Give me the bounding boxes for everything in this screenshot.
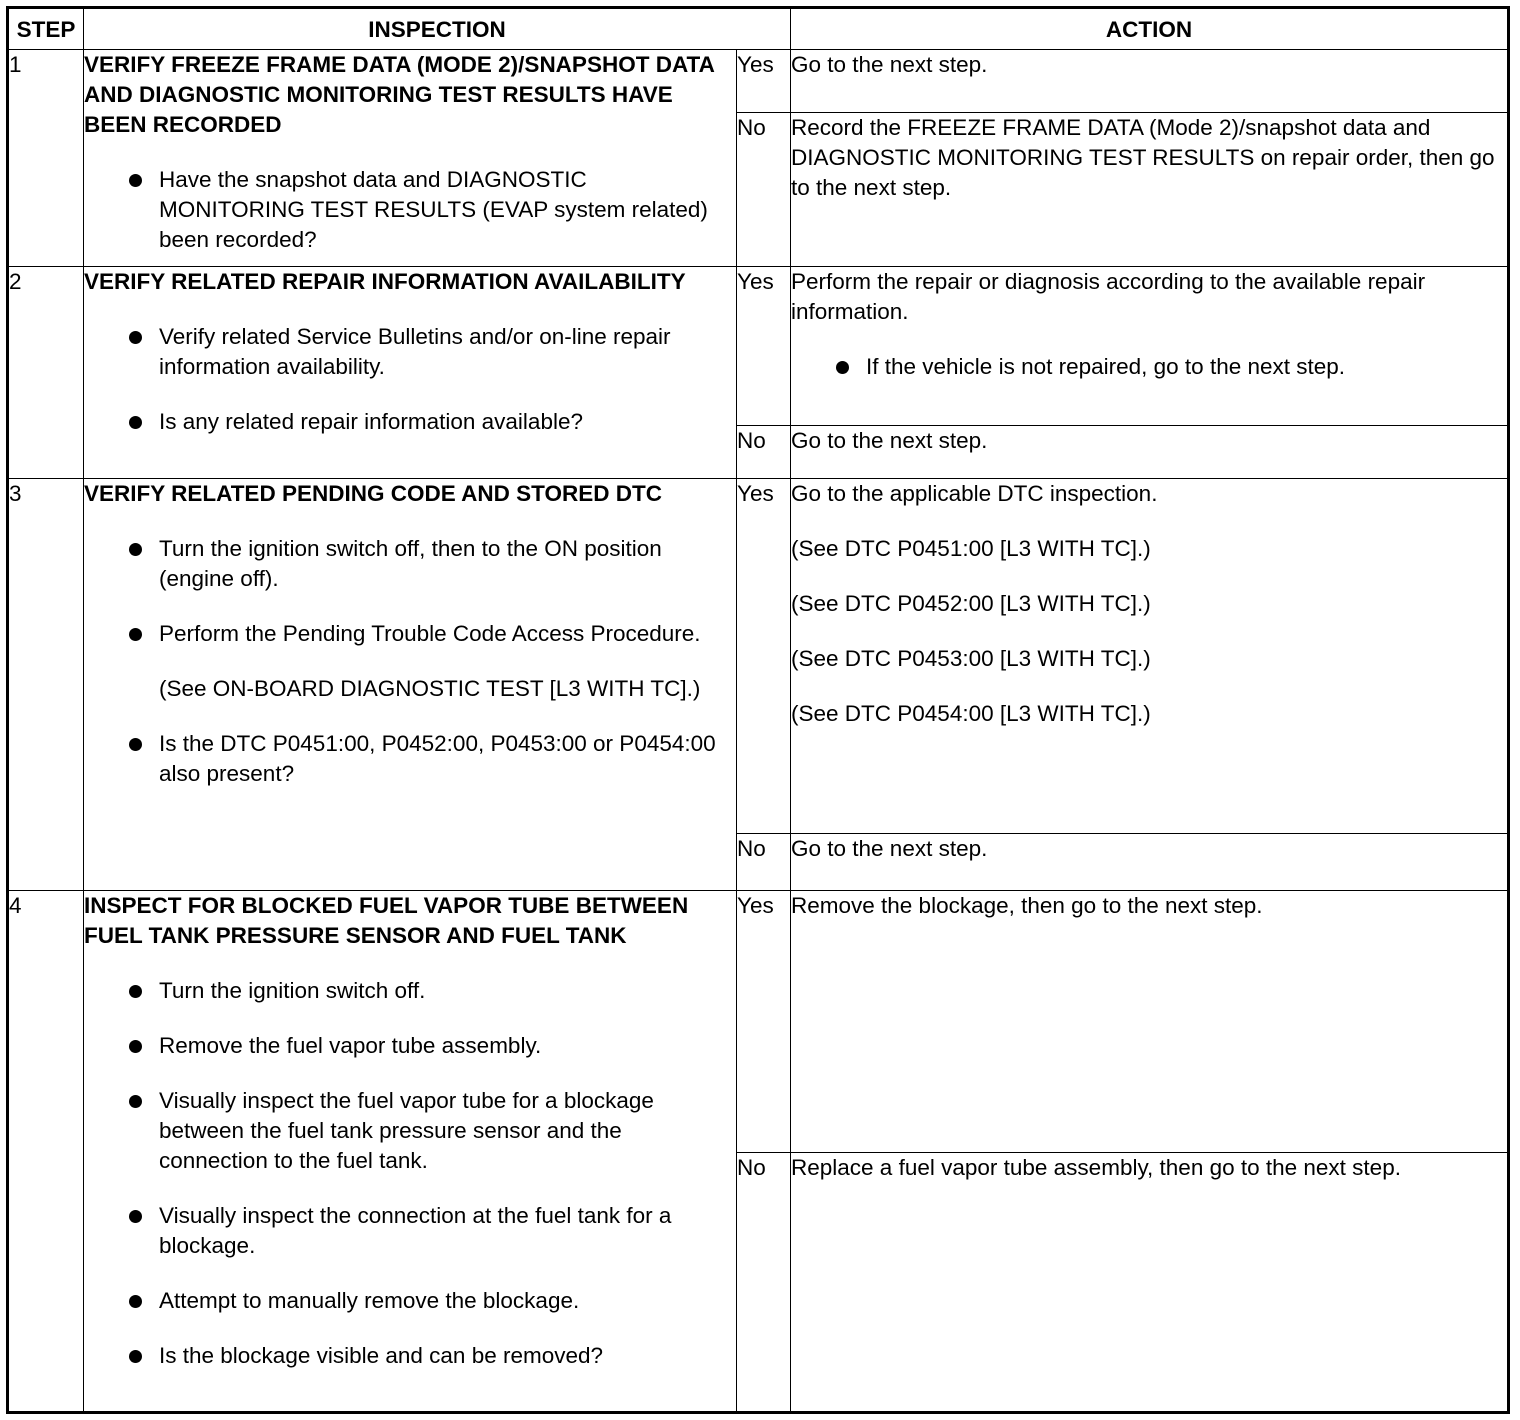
step-4-yes-label: Yes [737, 891, 791, 1153]
step-4-bullet-2: Remove the fuel vapor tube assembly. [84, 1031, 736, 1061]
step-2-bullet-1: Verify related Service Bulletins and/or on-line repair information availability. [84, 322, 736, 382]
step-2-no-action: Go to the next step. [791, 426, 1509, 479]
step-1-number: 1 [8, 50, 84, 267]
step-4-bullet-5: Attempt to manually remove the blockage. [84, 1286, 736, 1316]
step-3-yes-line-2: (See DTC P0451:00 [L3 WITH TC].) [791, 536, 1151, 561]
step-1-yes-label: Yes [737, 50, 791, 113]
step-1-yes-action: Go to the next step. [791, 50, 1509, 113]
step-2-bullet-list [84, 322, 736, 437]
step-2-yes-row [8, 267, 1509, 426]
step-2-yes-action: Perform the repair or diagnosis according to the available repair information. [791, 269, 1426, 324]
step-1-bullet-1: Have the snapshot data and DIAGNOSTIC MONITORING TEST RESULTS (EVAP system related) been recorded? [84, 165, 736, 255]
step-3-bullet-note: (See ON-BOARD DIAGNOSTIC TEST [L3 WITH TC].) [159, 676, 701, 701]
step-3-bullet-list [84, 534, 736, 789]
step-4-yes-action: Remove the blockage, then go to the next step. [791, 891, 1509, 1153]
step-4-yes-row [8, 891, 1509, 1153]
step-2-no-label: No [737, 426, 791, 479]
step-2-bullet-2: Is any related repair information available? [84, 407, 736, 437]
step-4-no-action: Replace a fuel vapor tube assembly, then go to the next step. [791, 1153, 1509, 1413]
step-3-title: VERIFY RELATED PENDING CODE AND STORED DTC [84, 481, 662, 506]
step-1-no-action: Record the FREEZE FRAME DATA (Mode 2)/snapshot data and DIAGNOSTIC MONITORING TEST RESULTS on repair order, then go to the next step. [791, 113, 1509, 267]
step-4-bullet-3: Visually inspect the fuel vapor tube for a blockage between the fuel tank pressure sensor and the connection to the fuel tank. [84, 1086, 736, 1176]
step-1-yes-row [8, 50, 1509, 113]
step-4-bullet-6: Is the blockage visible and can be removed? [84, 1341, 736, 1371]
step-2-yes-label: Yes [737, 267, 791, 426]
step-4-bullet-1: Turn the ignition switch off. [84, 976, 736, 1006]
step-3-yes-line-3: (See DTC P0452:00 [L3 WITH TC].) [791, 591, 1151, 616]
inspection-column-header: INSPECTION [84, 8, 791, 50]
step-3-yes-action-cell [791, 479, 1509, 834]
action-column-header: ACTION [791, 8, 1509, 50]
step-2-inspection [84, 267, 737, 479]
step-3-inspection [84, 479, 737, 891]
step-4-no-label: No [737, 1153, 791, 1413]
step-3-no-action: Go to the next step. [791, 834, 1509, 891]
step-3-yes-line-1: Go to the applicable DTC inspection. [791, 481, 1158, 506]
table-header-row [8, 8, 1509, 50]
step-column-header: STEP [8, 8, 84, 50]
step-4-title: INSPECT FOR BLOCKED FUEL VAPOR TUBE BETWEEN FUEL TANK PRESSURE SENSOR AND FUEL TANK [84, 893, 689, 948]
step-3-yes-line-4: (See DTC P0453:00 [L3 WITH TC].) [791, 646, 1151, 671]
step-1-inspection [84, 50, 737, 267]
step-1-title: VERIFY FREEZE FRAME DATA (MODE 2)/SNAPSHOT DATA AND DIAGNOSTIC MONITORING TEST RESULTS HAVE BEEN RECORDED [84, 52, 715, 137]
step-3-number: 3 [8, 479, 84, 891]
step-3-bullet-3: Is the DTC P0451:00, P0452:00, P0453:00 or P0454:00 also present? [84, 729, 736, 789]
step-3-bullet-1: Turn the ignition switch off, then to the ON position (engine off). [84, 534, 736, 594]
step-3-no-label: No [737, 834, 791, 891]
step-3-yes-label: Yes [737, 479, 791, 834]
step-3-yes-row [8, 479, 1509, 834]
step-2-title: VERIFY RELATED REPAIR INFORMATION AVAILABILITY [84, 269, 686, 294]
step-2-yes-bullet-list [791, 352, 1507, 382]
diagnostic-procedure-table [6, 6, 1510, 1414]
step-2-yes-bullet: If the vehicle is not repaired, go to the next step. [791, 352, 1507, 382]
step-1-bullet-list [84, 165, 736, 255]
step-4-bullet-4: Visually inspect the connection at the fuel tank for a blockage. [84, 1201, 736, 1261]
step-3-yes-line-5: (See DTC P0454:00 [L3 WITH TC].) [791, 701, 1151, 726]
step-4-number: 4 [8, 891, 84, 1413]
step-4-inspection [84, 891, 737, 1413]
step-1-no-label: No [737, 113, 791, 267]
step-2-yes-action-cell [791, 267, 1509, 426]
step-2-number: 2 [8, 267, 84, 479]
step-3-bullet-2-text: Perform the Pending Trouble Code Access Procedure. [159, 621, 701, 646]
step-4-bullet-list [84, 976, 736, 1371]
step-3-bullet-2 [84, 619, 736, 704]
